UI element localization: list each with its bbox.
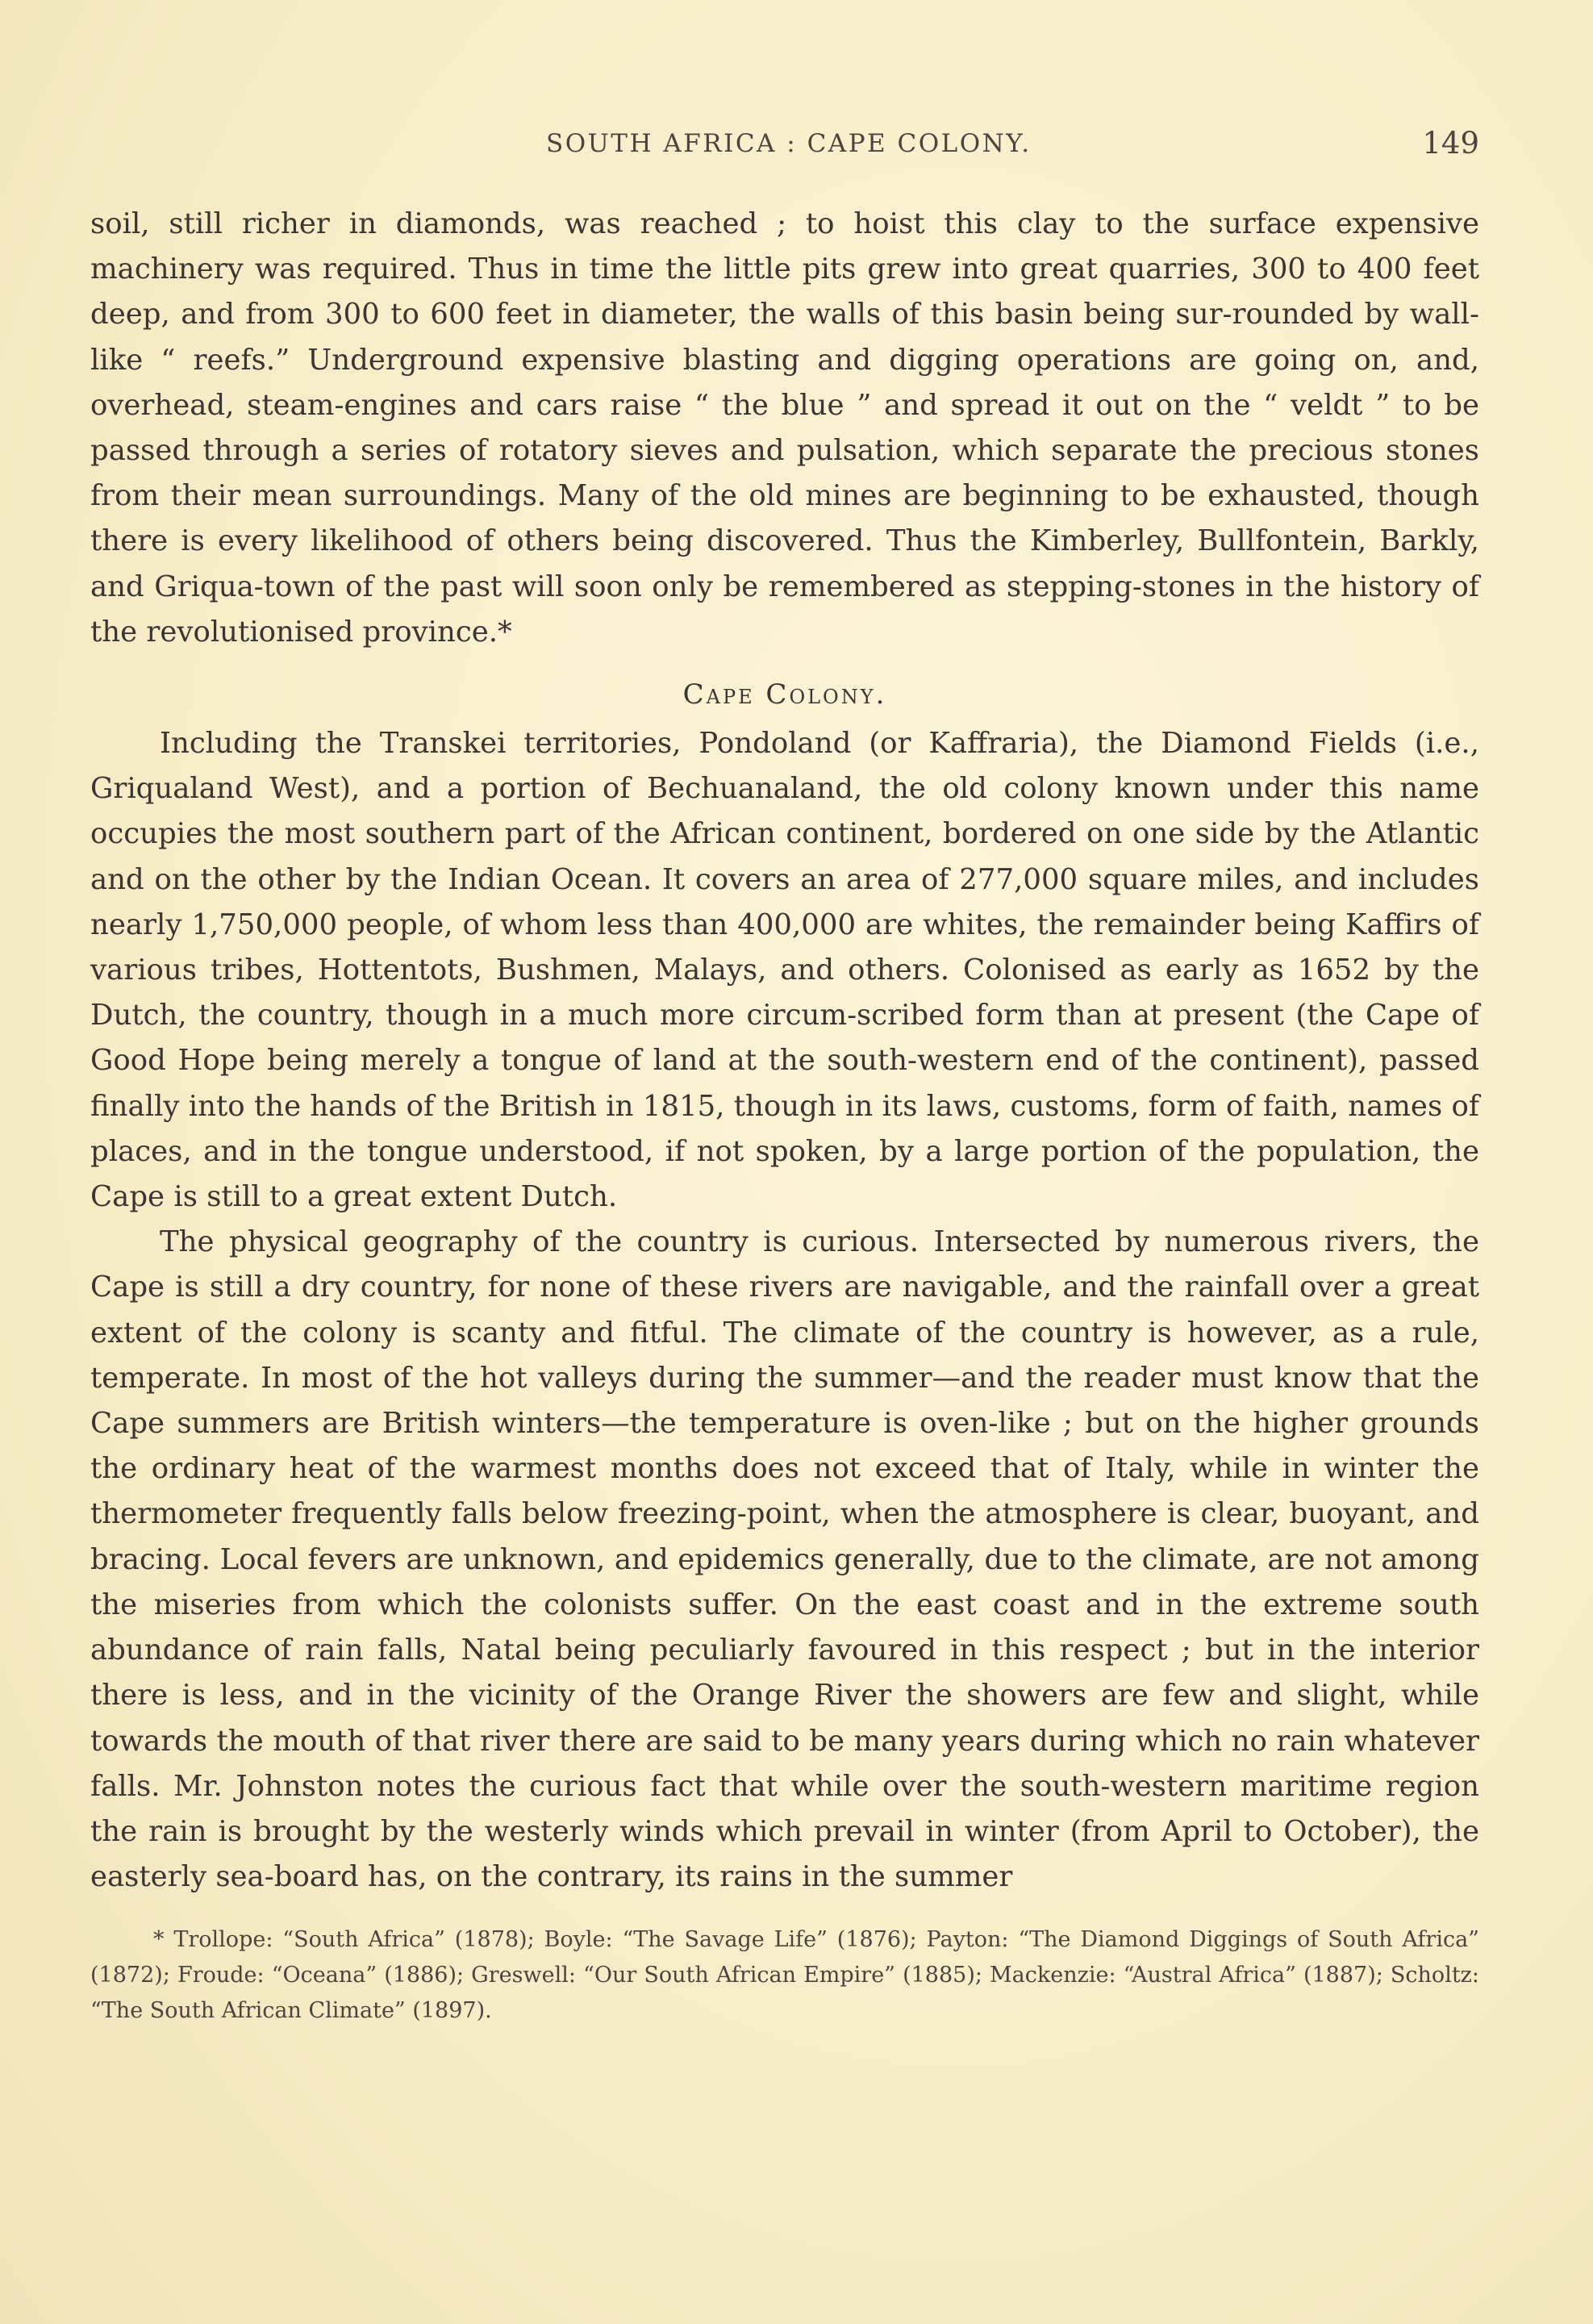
footnotes: [90, 1922, 1479, 2029]
book-page: [90, 121, 1479, 2029]
page-number: 149: [1422, 126, 1479, 161]
running-head: [90, 121, 1479, 173]
paragraph-cape-colony-intro: Including the Transkei territories, Pondoland (or Kaffraria), the Diamond Fields (i.e., Griqualand West), and a portion of Bechuanaland, the old colony known under this name occupies the most southern part of the African continent, bordered on one side by the Atlantic and on the other by the Indian Ocean. It covers an area of 277,000 square miles, and includes nearly 1,750,000 people, of whom less than 400,000 are whites, the remainder being Kaffirs of various tribes, Hottentots, Bushmen, Malays, and others. Colonised as early as 1652 by the Dutch, the country, though in a much more circum-scribed form than at present (the Cape of Good Hope being merely a tongue of land at the south-western end of the continent), passed finally into the hands of the British in 1815, though in its laws, customs, form of faith, names of places, and in the tongue understood, if not spoken, by a large portion of the population, the Cape is still to a great extent Dutch.: [90, 727, 1479, 1214]
running-title: SOUTH AFRICA : CAPE COLONY.: [546, 129, 1032, 158]
paragraph-physical-geography: The physical geography of the country is curious. Intersected by numerous rivers, the Cape is still a dry country, for none of these rivers are navigable, and the rainfall over a great extent of the colony is scanty and fitful. The climate of the country is however, as a rule, temperate. In most of the hot valleys during the summer—and the reader must know that the Cape summers are British winters—the temperature is oven-like ; but on the higher grounds the ordinary heat of the warmest months does not exceed that of Italy, while in winter the thermometer frequently falls below freezing-point, when the atmosphere is clear, buoyant, and bracing. Local fevers are unknown, and epidemics generally, due to the climate, are not among the miseries from which the colonists suffer. On the east coast and in the extreme south abundance of rain falls, Natal being peculiarly favoured in this respect ; but in the interior there is less, and in the vicinity of the Orange River the showers are few and slight, while towards the mouth of that river there are said to be many years during which no rain whatever falls. Mr. Johnston notes the curious fact that while over the south-western maritime region the rain is brought by the westerly winds which prevail in winter (from April to October), the easterly sea-board has, on the contrary, its rains in the summer: [90, 1225, 1479, 1894]
section-heading: Cape Colony.: [682, 678, 887, 711]
footnote: * Trollope: “South Africa” (1878); Boyle: “The Savage Life” (1876); Payton: “The Diamond Diggings of South Africa” (1872); Froude: “Oceana” (1886); Greswell: “Our South African Empire” (1885); Mackenzie: “Austral Africa” (1887); Scholtz: “The South African Climate” (1897).: [90, 1927, 1479, 2024]
paragraph-continuation: soil, still richer in diamonds, was reached ; to hoist this clay to the surface expensive machinery was required. Thus in time the little pits grew into great quarries, 300 to 400 feet deep, and from 300 to 600 feet in diameter, the walls of this basin being sur-rounded by wall-like “ reefs.” Underground expensive blasting and digging operations are going on, and, overhead, steam-engines and cars raise “ the blue ” and spread it out on the “ veldt ” to be passed through a series of rotatory sieves and pulsation, which separate the precious stones from their mean surroundings. Many of the old mines are beginning to be exhausted, though there is every likelihood of others being discovered. Thus the Kimberley, Bullfontein, Barkly, and Griqua-town of the past will soon only be remembered as stepping-stones in the history of the revolutionised province.*: [90, 207, 1479, 649]
body-text: [90, 202, 1479, 1900]
